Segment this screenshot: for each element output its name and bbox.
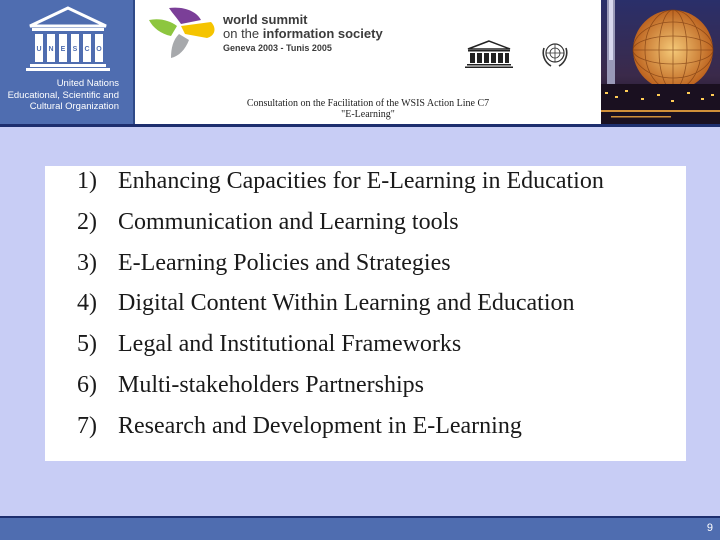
list-item-number: 7): [77, 412, 97, 439]
wsis-pinwheel-logo: [141, 4, 221, 60]
wsis-title: [223, 13, 383, 54]
topics-list: [77, 168, 604, 454]
unesco-caption-line: United Nations: [56, 78, 119, 89]
list-item-label: Legal and Institutional Frameworks: [118, 331, 462, 358]
svg-text:E: E: [60, 46, 66, 53]
topics-panel: [45, 166, 686, 461]
svg-text:N: N: [48, 46, 54, 53]
slide-footer: [0, 516, 720, 540]
list-item: [77, 209, 604, 250]
unesco-panel: [0, 0, 135, 126]
unesco-caption: [0, 78, 119, 113]
list-item: [77, 290, 604, 331]
wsis-title-line2-bold: information society: [262, 26, 383, 41]
svg-text:S: S: [72, 46, 78, 53]
slide-header: [0, 0, 720, 126]
list-item-number: 4): [77, 290, 97, 317]
consultation-line1: Consultation on the Facilitation of the WSIS Action Line C7: [246, 98, 490, 109]
unesco-caption-line: Educational, Scientific and: [7, 89, 119, 101]
list-item: [77, 250, 604, 291]
geneva-night-photo: [601, 0, 720, 126]
list-item: [77, 413, 604, 454]
list-item-label: Multi-stakeholders Partnerships: [118, 371, 424, 398]
list-item-number: 2): [77, 208, 97, 235]
list-item-label: Digital Content Within Learning and Education: [118, 290, 575, 317]
wsis-title-line2-prefix: on the: [223, 26, 263, 41]
unesco-temple-logo: [26, 6, 110, 72]
header-divider: [0, 124, 720, 127]
list-item: [77, 331, 604, 372]
un-emblem-icon: [539, 38, 571, 70]
page-number: 9: [706, 522, 713, 534]
list-item-number: 3): [77, 249, 97, 276]
city-globe-image: [601, 0, 720, 126]
list-item-label: Enhancing Capacities for E-Learning in Education: [118, 168, 604, 194]
svg-text:U: U: [36, 46, 42, 53]
unesco-small-logo: [465, 40, 513, 68]
list-item-label: E-Learning Policies and Strategies: [118, 249, 451, 276]
svg-text:O: O: [96, 46, 102, 53]
list-item-label: Research and Development in E-Learning: [118, 412, 522, 439]
wsis-title-line3: Geneva 2003 - Tunis 2005: [223, 43, 332, 53]
list-item-number: 1): [77, 168, 97, 194]
list-item-number: 6): [77, 371, 97, 398]
list-item: [77, 372, 604, 413]
wsis-title-line1: world summit: [223, 12, 308, 27]
wsis-title-line2: [223, 27, 383, 41]
consultation-caption: [135, 98, 601, 120]
svg-text:C: C: [84, 46, 90, 53]
wsis-banner: [135, 0, 601, 126]
consultation-line2: "E-Learning": [341, 109, 395, 120]
list-item-number: 5): [77, 331, 97, 358]
unesco-caption-line: Cultural Organization: [29, 101, 119, 112]
list-item-label: Communication and Learning tools: [118, 208, 459, 235]
list-item: [77, 168, 604, 209]
